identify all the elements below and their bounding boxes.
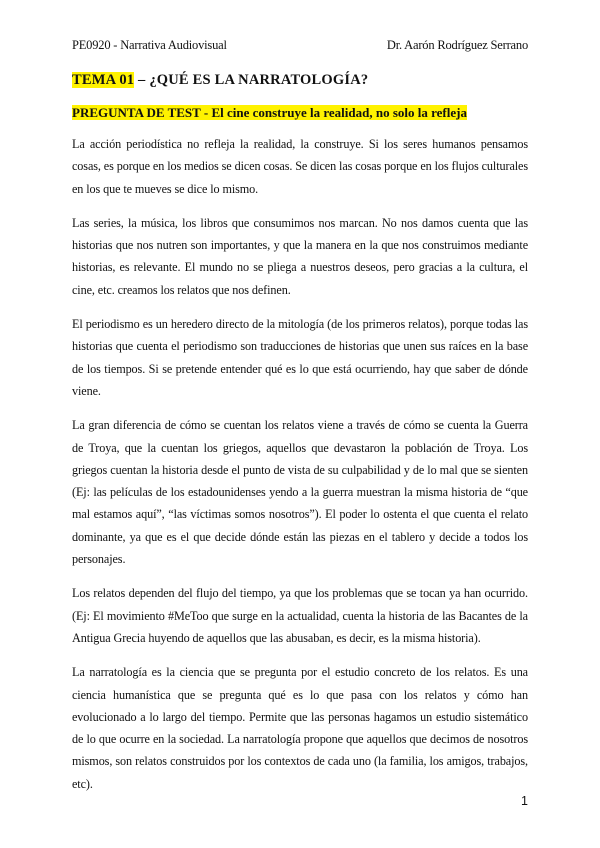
title-text: – ¿QUÉ ES LA NARRATOLOGÍA?	[134, 72, 369, 88]
header-course: PE0920 - Narrativa Audiovisual	[72, 38, 227, 52]
body-text	[72, 133, 528, 807]
paragraph: La acción periodística no refleja la realidad, la construye. Si los seres humanos pensamos cosas, es porque en los medios se dicen cosas. Se dicen las cosas porque en los flujos culturales en los que te mueves se dice lo mismo.	[72, 137, 528, 196]
test-question-prefix: PREGUNTA DE TEST -	[72, 105, 212, 120]
header-author: Dr. Aarón Rodríguez Serrano	[386, 38, 528, 52]
paragraph: Los relatos dependen del flujo del tiempo, ya que los problemas que se tocan ya han ocurrido. (Ej: El movimiento #MeToo que surge en la actualidad, cuenta la historia de las Bacantes de la Antigua Grecia huyendo de aquellos que las abusaban, es decir, es la misma historia).	[72, 586, 528, 645]
section-title	[72, 72, 368, 89]
paragraph: La gran diferencia de cómo se cuentan los relatos viene a través de cómo se cuenta la Guerra de Troya, que la cuentan los griegos, aquellos que devastaron la población de Troya. Los griegos cuentan la historia desde el punto de vista de su culpabilidad y de lo mal que se sienten (Ej: las películas de los estadounidenses yendo a la guerra muestran la misma historia de “que mal estamos aquí”, “las víctimas somos nosotros”). El poder lo ostenta el que cuenta el relato dominante, ya que es el que decide dónde están las piezas en el tablero y decide a todos los personajes.	[72, 418, 528, 567]
paragraph: La narratología es la ciencia que se pregunta por el estudio concreto de los relatos. Es una ciencia humanística que se pregunta qué es lo que pasa con los relatos y cómo han evolucionado a lo largo del tiempo. Permite que las personas hagamos un estudio sistemático de lo que ocurre en la sociedad. La narratología propone que aquellos que decimos de nosotros mismos, son relatos construidos por los contextos de cada uno (la familia, los amigos, trabajos, etc).	[72, 665, 528, 791]
paragraph: Las series, la música, los libros que consumimos nos marcan. No nos damos cuenta que las historias que nos nutren son importantes, y que la manera en la que nos construimos mediante historias, es relevante. El mundo no se pliega a nuestros deseos, pero gracias a la cultura, el cine, etc. creamos los relatos que nos definen.	[72, 215, 528, 297]
test-question	[72, 105, 467, 121]
page-number: 1	[521, 794, 528, 808]
paragraph: El periodismo es un heredero directo de la mitología (de los primeros relatos), porque todas las historias que cuenta el periodismo son traducciones de historias que unen sus raíces en la base de los tiempos. Si se pretende entender qué es lo que está ocurriendo, hay que saber de dónde viene.	[72, 317, 528, 398]
test-question-text: El cine construye la realidad, no solo la refleja	[211, 105, 467, 120]
title-label: TEMA 01	[72, 72, 135, 88]
page-header	[72, 38, 528, 53]
